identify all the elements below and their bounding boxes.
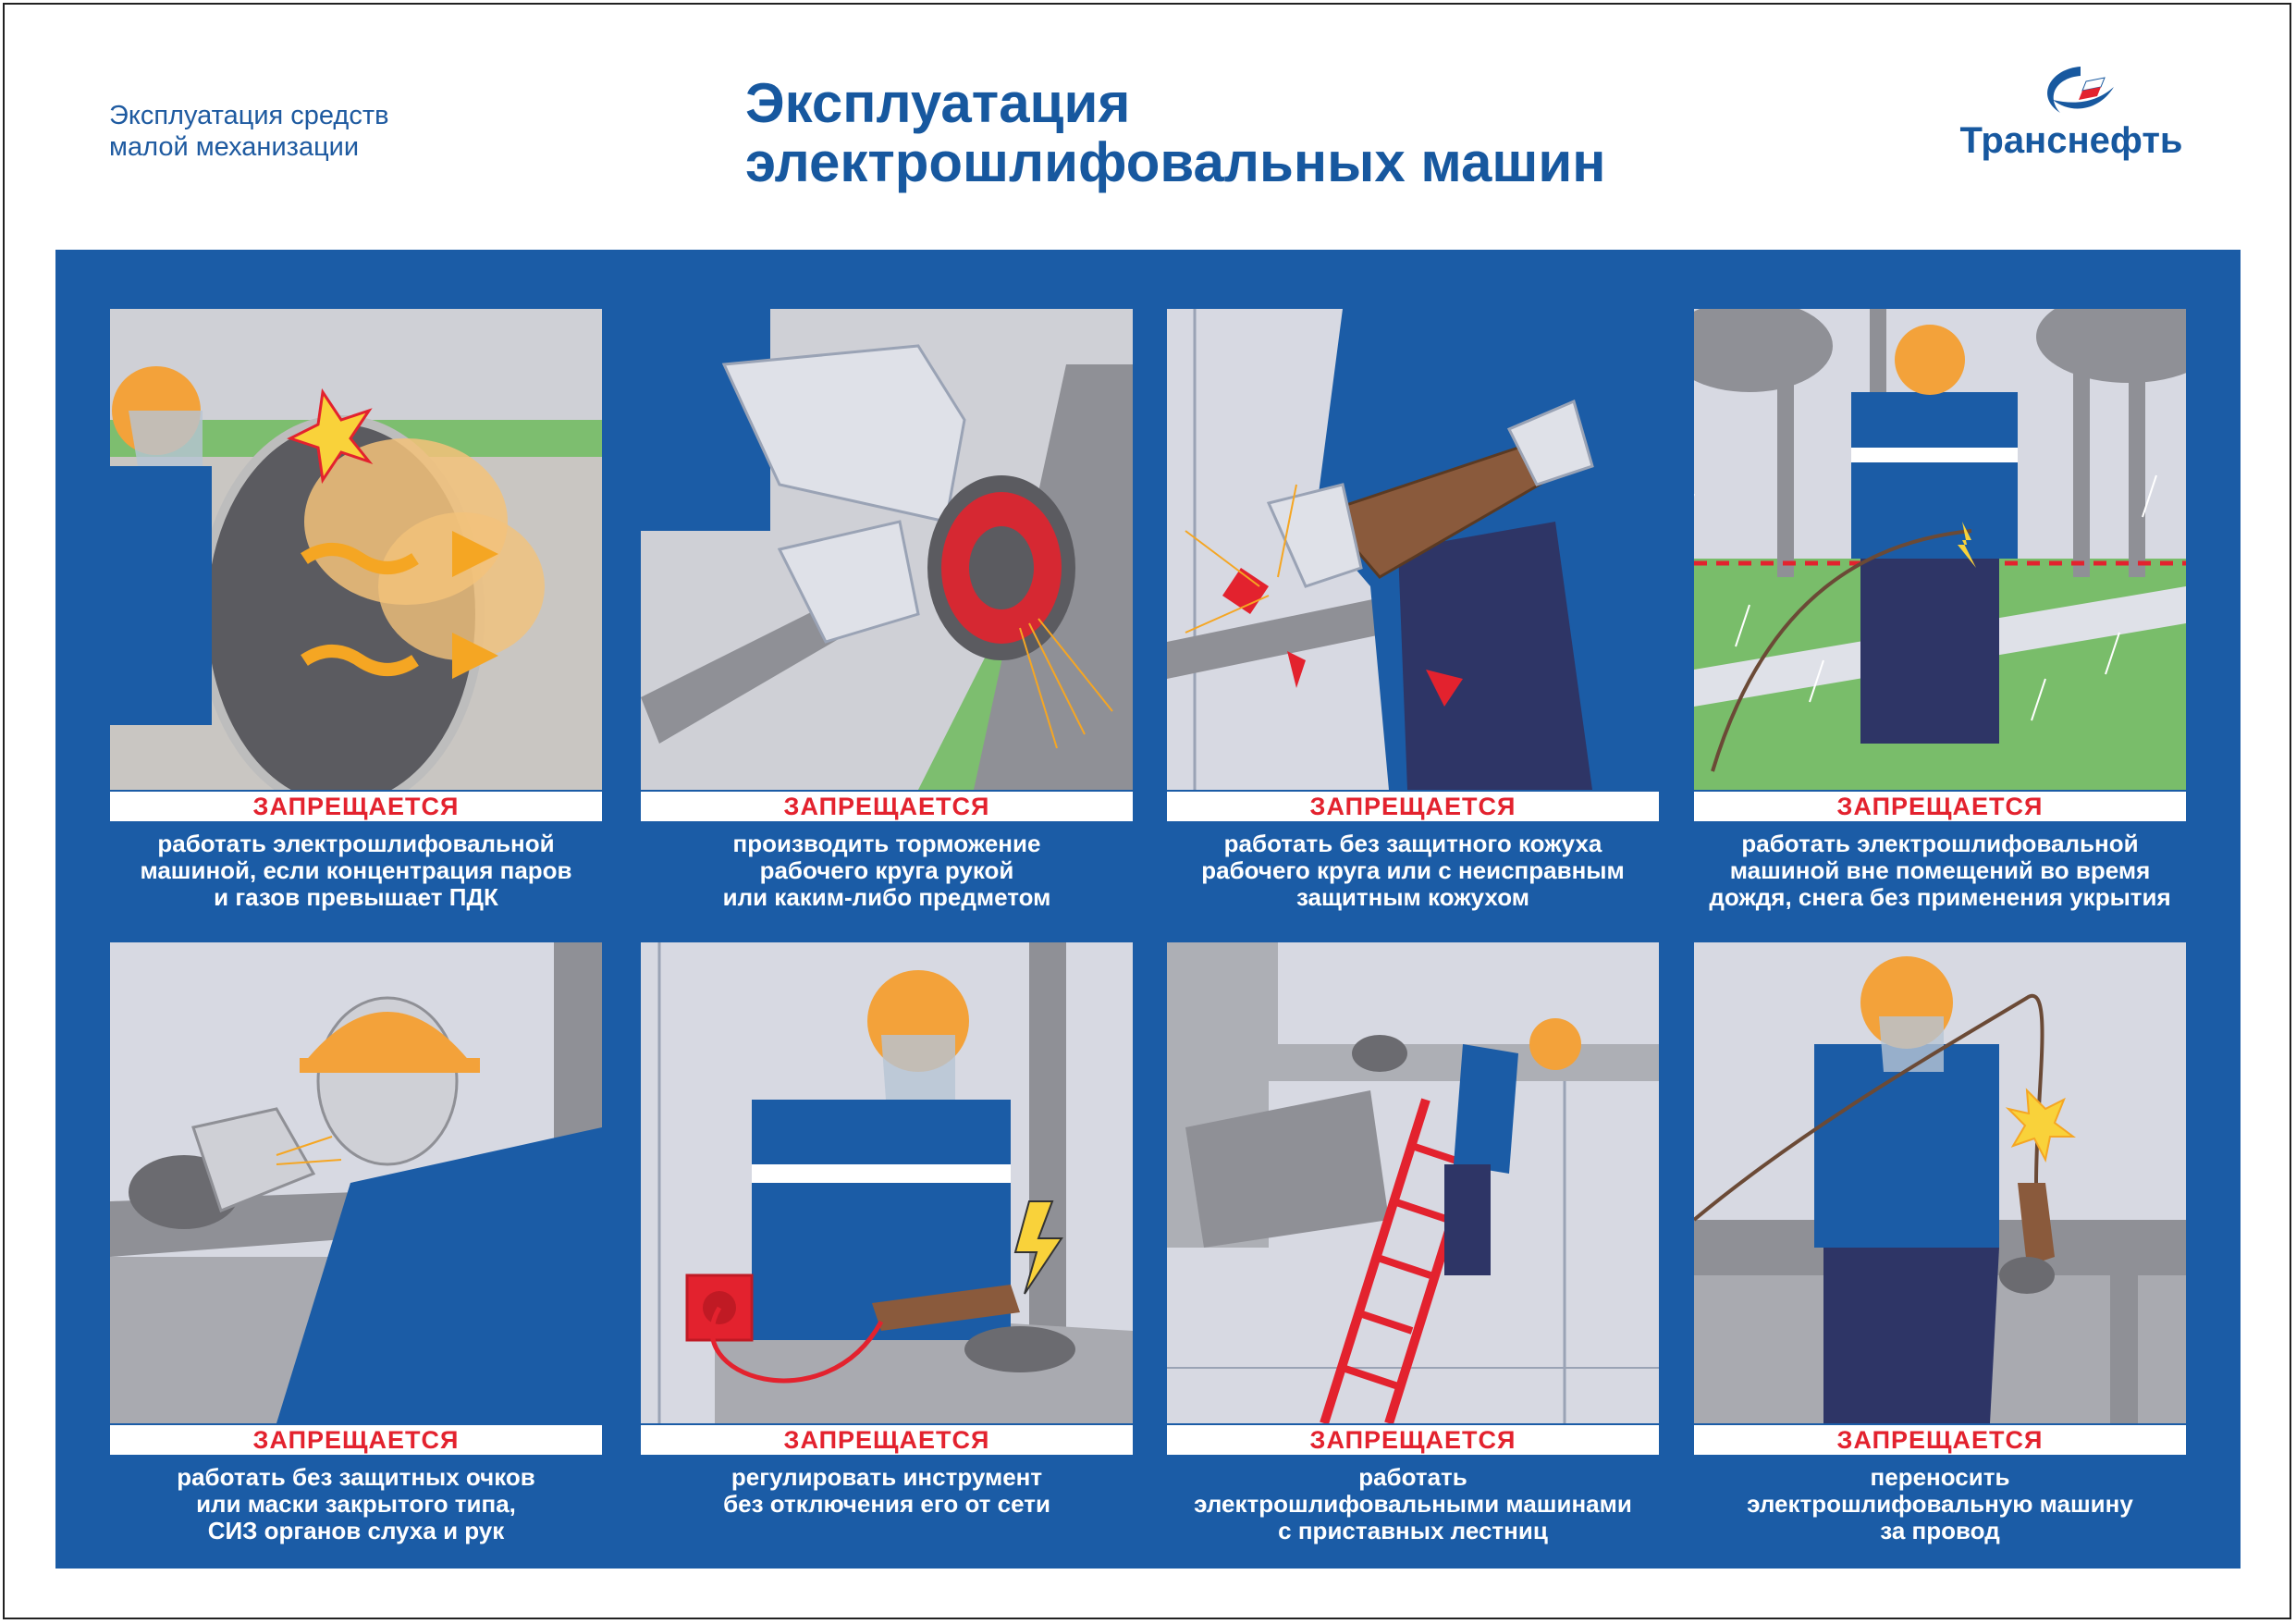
rule-text (1681, 1464, 2199, 1544)
subtitle-line-1: Эксплуатация средств (109, 101, 389, 130)
rule-text-line: дождя, снега без применения укрытия (1709, 883, 2171, 911)
warning-label: ЗАПРЕЩАЕТСЯ (1694, 1425, 2186, 1455)
rule-text-line: производить торможение (732, 830, 1041, 857)
subtitle-line-2: малой механизации (109, 132, 360, 162)
rule-text-line: с приставных лестниц (1278, 1517, 1548, 1544)
rule-card-3 (1167, 309, 1659, 911)
rule-text-line: работать электрошлифовальной (157, 830, 555, 857)
illustration-fumes (110, 309, 602, 790)
rule-text-line: или каким-либо предметом (722, 883, 1051, 911)
logo-text: Транснефть (1959, 120, 2183, 161)
rule-text-line: СИЗ органов слуха и рук (207, 1517, 505, 1544)
rule-card-6 (641, 942, 1133, 1518)
rule-text-line: машиной, если концентрация паров (140, 856, 572, 884)
poster-subtitle (109, 100, 389, 163)
poster-title (745, 74, 1606, 192)
rule-card-5 (110, 942, 602, 1544)
warning-label: ЗАПРЕЩАЕТСЯ (110, 792, 602, 821)
warning-label: ЗАПРЕЩАЕТСЯ (110, 1425, 602, 1455)
illustration-hand-braking (641, 309, 1133, 790)
rule-text-line: машиной вне помещений во время (1729, 856, 2151, 884)
rule-text-line: работать электрошлифовальной (1741, 830, 2139, 857)
rule-text-line: регулировать инструмент (731, 1463, 1043, 1491)
illustration-carry-by-cord (1694, 942, 2186, 1423)
rule-text-line: или маски закрытого типа, (196, 1490, 516, 1518)
rule-text (628, 830, 1146, 911)
rule-text-line: работать без защитного кожуха (1223, 830, 1602, 857)
rule-text (1154, 830, 1672, 911)
illustration-plugged-adjust (641, 942, 1133, 1423)
rule-text-line: за провод (1880, 1517, 2000, 1544)
rule-text-line: и газов превышает ПДК (214, 883, 498, 911)
warning-label: ЗАПРЕЩАЕТСЯ (641, 792, 1133, 821)
title-line-1: Эксплуатация (745, 72, 1131, 134)
rule-text (628, 1464, 1146, 1518)
warning-label: ЗАПРЕЩАЕТСЯ (1167, 792, 1659, 821)
title-line-2: электрошлифовальных машин (745, 131, 1606, 193)
rule-text (1154, 1464, 1672, 1544)
transneft-logo (1942, 59, 2201, 170)
rule-card-4 (1694, 309, 2186, 911)
rule-text-line: переносить (1870, 1463, 2010, 1491)
rule-text-line: электрошлифовальную машину (1747, 1490, 2133, 1518)
transneft-emblem-icon (1942, 59, 2201, 124)
rules-panel (55, 250, 2241, 1569)
rule-text (1681, 830, 2199, 911)
illustration-rain (1694, 309, 2186, 790)
warning-label: ЗАПРЕЩАЕТСЯ (1694, 792, 2186, 821)
illustration-ladder (1167, 942, 1659, 1423)
rule-text-line: рабочего круга или с неисправным (1201, 856, 1625, 884)
rule-card-7 (1167, 942, 1659, 1544)
rule-text-line: рабочего круга рукой (759, 856, 1014, 884)
rule-text-line: работать без защитных очков (177, 1463, 535, 1491)
illustration-no-guard (1167, 309, 1659, 790)
rule-text-line: работать (1358, 1463, 1467, 1491)
warning-label: ЗАПРЕЩАЕТСЯ (1167, 1425, 1659, 1455)
rule-card-1 (110, 309, 602, 911)
warning-label: ЗАПРЕЩАЕТСЯ (641, 1425, 1133, 1455)
rule-text-line: без отключения его от сети (723, 1490, 1050, 1518)
rule-text-line: защитным кожухом (1295, 883, 1530, 911)
rule-text (97, 830, 615, 911)
rule-text-line: электрошлифовальными машинами (1194, 1490, 1632, 1518)
rule-card-2 (641, 309, 1133, 911)
rule-card-8 (1694, 942, 2186, 1544)
rule-text (97, 1464, 615, 1544)
illustration-no-goggles (110, 942, 602, 1423)
